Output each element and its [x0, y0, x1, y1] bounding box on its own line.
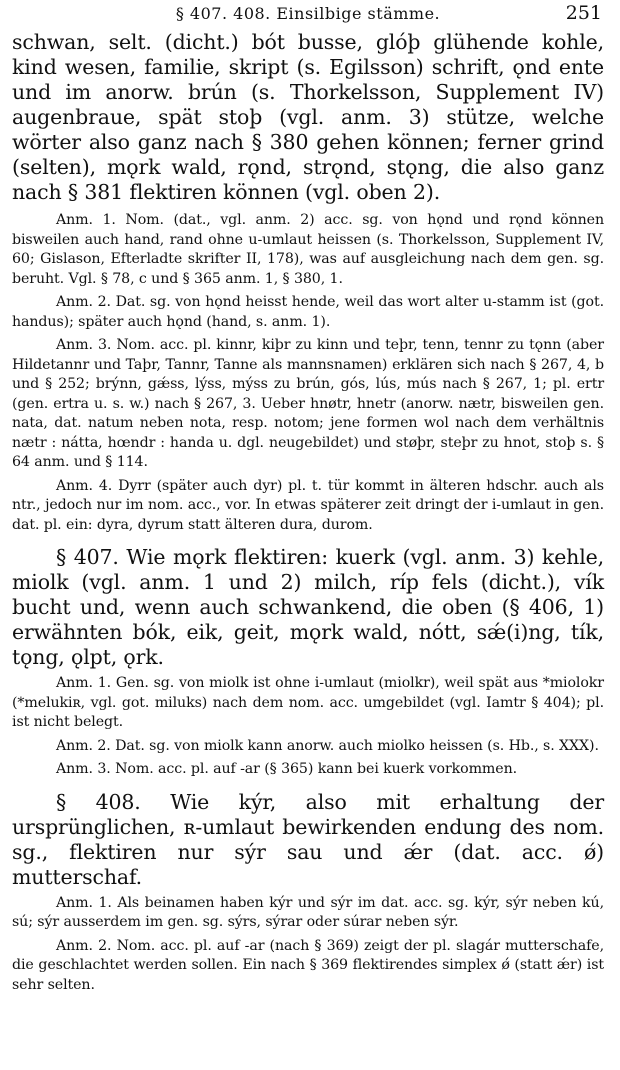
section-406-note-2: Anm. 2. Dat. sg. von hǫnd heisst hende, weil das wort alter u-stamm ist (got. handus); später auch hǫnd (hand, s. anm. 1).	[12, 294, 604, 330]
section-408-text: § 408. Wie kýr, also mit erhaltung der ursprünglichen, ʀ-umlaut bewirkenden endung des nom. sg., flektiren nur sýr sau und ǽr (dat. acc. ǿ) mutterschaf.	[12, 789, 604, 889]
section-407-text: § 407. Wie mǫrk flektiren: kuerk (vgl. anm. 3) kehle, miolk (vgl. anm. 1 und 2) milch, ríp fels (dicht.), vík bucht und, wenn auch schwankend, die oben (§ 406, 1) erwähnten bók, eik, geit, mǫrk wald, nótt, sǽ(i)ng, tík, tǫng, ǫlpt, ǫrk.	[12, 545, 604, 669]
section-406-note-1: Anm. 1. Nom. (dat., vgl. anm. 2) acc. sg. von hǫnd und rǫnd können bisweilen auch hand, rand ohne u-umlaut heissen (s. Thorkelsson, Supplement IV, 60; Gislason, Efterladte skrifter II, 178), was auf ausgleichung nach dem gen. sg. beruht. Vgl. § 78, c und § 365 anm. 1, § 380, 1.	[12, 212, 604, 287]
section-408-note-2: Anm. 2. Nom. acc. pl. auf -ar (nach § 369) zeigt der pl. slagár mutterschafe, die geschlachtet werden sollen. Ein nach § 369 flektirendes simplex ǿ (statt ǽr) ist sehr selten.	[12, 937, 604, 993]
running-head: § 407. 408. Einsilbige stämme.	[175, 4, 441, 23]
section-406-note-3: Anm. 3. Nom. acc. pl. kinnr, kiþr zu kinn und teþr, tenn, tennr zu tǫnn (aber Hildetannr und Taþr, Tannr, Tanne als mannsnamen) erklären sich nach § 267, 4, b und § 252; brýnn, gǽss, lýss, mýss zu brún, gós, lús, mús nach § 267, 1; pl. ertr (gen. ertra u. s. w.) nach § 267, 3. Ueber hnøtr, hnetr (anorw. nætr, bisweilen gen. nata, dat. natum neben nota, resp. notom; jene formen wol nach dem verhältnis nætr : nátta, hœndr : handa u. dgl. neugebildet) und støþr, steþr zu hnot, stoþ s. § 64 anm. und § 114.	[12, 337, 604, 470]
section-408-note-1: Anm. 1. Als beinamen haben kýr und sýr im dat. acc. sg. kýr, sýr neben kú, sú; sýr ausserdem im gen. sg. sýrs, sýrar oder súrar neben sýr.	[12, 894, 604, 930]
section-406-note-4: Anm. 4. Dyrr (später auch dyr) pl. t. tür kommt in älteren hdschr. auch als ntr., jedoch nur im nom. acc., vor. In etwas späterer zeit dringt der i-umlaut in gen. dat. pl. ein: dyra, dyrum statt älteren dura, durom.	[12, 477, 604, 533]
section-406-continuation: schwan, selt. (dicht.) bót busse, glóþ glühende kohle, kind wesen, familie, skript (s. Egilsson) schrift, ǫnd ente und im anorw. brún (s. Thorkelsson, Supplement IV) augenbraue, spät stoþ (vgl. anm. 3) stütze, welche wörter also ganz nach § 380 gehen können; ferner grind (selten), mǫrk wald, rǫnd, strǫnd, stǫng, die also ganz nach § 381 flektiren können (vgl. oben 2).	[12, 30, 604, 204]
page-number: 251	[565, 2, 602, 24]
book-page	[12, 0, 604, 995]
section-407-note-1: Anm. 1. Gen. sg. von miolk ist ohne i-umlaut (miolkr), weil spät aus *miolokr (*melukiʀ, vgl. got. miluks) nach dem nom. acc. umgebildet (vgl. Iamtr § 404); pl. ist nicht belegt.	[12, 675, 604, 730]
section-407-note-3: Anm. 3. Nom. acc. pl. auf -ar (§ 365) kann bei kuerk vorkommen.	[56, 761, 518, 777]
page-header	[12, 0, 604, 30]
section-407-note-2: Anm. 2. Dat. sg. von miolk kann anorw. auch miolko heissen (s. Hb., s. XXX).	[56, 737, 599, 754]
